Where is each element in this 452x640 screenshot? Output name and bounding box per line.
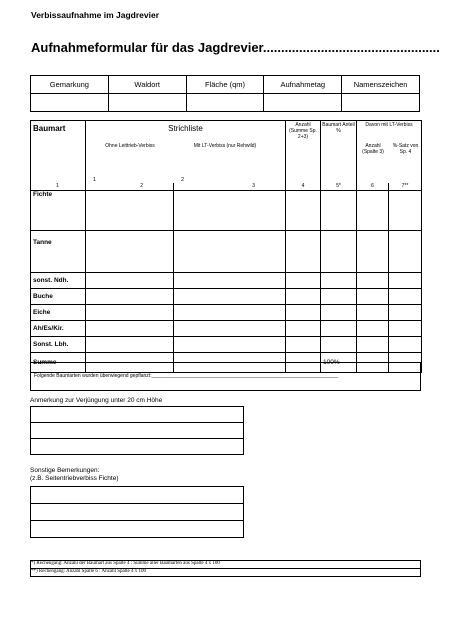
cell-input[interactable] <box>286 337 321 353</box>
num-1: 1 <box>31 183 86 191</box>
form-title: Aufnahmeformular für das Jagdrevier................................................. <box>31 40 440 55</box>
cell-input[interactable] <box>357 231 389 273</box>
header-waldort: Waldort <box>108 76 186 94</box>
cell-input[interactable] <box>357 321 389 337</box>
remarks-other-line[interactable] <box>31 504 244 521</box>
cell-input[interactable] <box>321 321 357 337</box>
row-label-tanne: Tanne <box>31 231 86 273</box>
cell-input[interactable] <box>174 305 286 321</box>
cell-input[interactable] <box>357 289 389 305</box>
row-label-sonst-ndh: sonst. Ndh. <box>31 273 86 289</box>
cell-input[interactable] <box>389 231 422 273</box>
sub-ohne-label: Ohne Leittrieb-Verbiss <box>105 143 155 149</box>
cell-input[interactable] <box>286 231 321 273</box>
field-gemarkung[interactable] <box>31 94 109 112</box>
remarks-other-line2: (z.B. Seitentriebverbiss Fichte) <box>30 475 119 482</box>
field-flaeche[interactable] <box>186 94 264 112</box>
col-number-2: 2 <box>180 177 185 183</box>
summe-percent: 100% <box>321 353 357 373</box>
col-strichliste-header <box>86 121 286 183</box>
field-waldort[interactable] <box>108 94 186 112</box>
cell-input[interactable] <box>321 305 357 321</box>
num-4: 4 <box>286 183 321 191</box>
cell-input[interactable] <box>357 191 389 231</box>
header-flaeche: Fläche (qm) <box>186 76 264 94</box>
remarks-other-line1: Sonstige Bemerkungen: <box>30 467 100 474</box>
davon-label: Davon mit LT-Verbiss <box>365 122 413 128</box>
row-label-summe: Summe <box>31 353 86 373</box>
cell-input[interactable] <box>389 191 422 231</box>
cell-input[interactable] <box>321 289 357 305</box>
col-anteil-header <box>321 121 357 183</box>
field-aufnahmetag[interactable] <box>264 94 342 112</box>
cell-input[interactable] <box>174 289 286 305</box>
cell-input[interactable] <box>286 289 321 305</box>
cell-input[interactable] <box>321 273 357 289</box>
cell-input[interactable] <box>357 273 389 289</box>
cell-input[interactable] <box>389 321 422 337</box>
col-davon-header <box>357 121 422 183</box>
cell-input[interactable] <box>174 231 286 273</box>
cell-input[interactable] <box>86 231 174 273</box>
cell-input[interactable] <box>174 273 286 289</box>
cell-input[interactable] <box>86 289 174 305</box>
cell-input[interactable] <box>286 273 321 289</box>
cell-input[interactable] <box>174 337 286 353</box>
footnote-1: *) Rechengang: Anzahl der Baumart aus Spalte 4 : Summe aller Baumarten aus Spalte 4 x 100 <box>31 561 421 569</box>
cell-input[interactable] <box>389 337 422 353</box>
num-6: 6 <box>357 183 389 191</box>
anteil-label: Baumart Anteil % <box>322 122 355 134</box>
cell-input[interactable] <box>321 231 357 273</box>
header-gemarkung: Gemarkung <box>31 76 109 94</box>
cell-input[interactable] <box>389 305 422 321</box>
strichliste-label: Strichliste <box>168 124 203 133</box>
cell-input[interactable] <box>86 191 174 231</box>
cell-input[interactable] <box>86 337 174 353</box>
num-3: 3 <box>174 183 286 191</box>
survey-table <box>30 120 422 373</box>
cell-input[interactable] <box>86 321 174 337</box>
meta-table <box>30 75 420 112</box>
remarks-young-line[interactable] <box>31 407 244 423</box>
cell-input[interactable] <box>321 337 357 353</box>
sub-mit-label: Mit LT-Verbiss (nur Rehwild) <box>193 143 257 149</box>
anzahl-label: Anzahl (Summe Sp. 2+3) <box>289 122 317 140</box>
col-number-1: 1 <box>92 177 97 183</box>
row-label-eiche: Eiche <box>31 305 86 321</box>
remarks-other-label <box>30 467 119 483</box>
remarks-other-line[interactable] <box>31 487 244 504</box>
field-namenszeichen[interactable] <box>342 94 420 112</box>
cell-input[interactable] <box>389 273 422 289</box>
num-7: 7** <box>389 183 422 191</box>
cell-input[interactable] <box>174 321 286 337</box>
form-subtitle: Verbissaufnahme im Jagdrevier <box>31 10 160 20</box>
cell-input[interactable] <box>286 191 321 231</box>
header-aufnahmetag: Aufnahmetag <box>264 76 342 94</box>
cell-input[interactable] <box>174 191 286 231</box>
planted-note: Folgende Baumarten wurden überwiegend gepflanzt:___________________________________________________________________ <box>34 373 338 379</box>
row-label-buche: Buche <box>31 289 86 305</box>
cell-input[interactable] <box>286 305 321 321</box>
footnote-2: **) Rechengang: Anzahl Spalte 6 : Anzahl Spalte 4 x 100 <box>31 569 421 577</box>
sub-satz-label: %-Satz von Sp. 4 <box>392 143 419 155</box>
cell-input[interactable] <box>357 305 389 321</box>
cell-input[interactable] <box>357 337 389 353</box>
row-label-fichte: Fichte <box>31 191 86 231</box>
remarks-young-label: Anmerkung zur Verjüngung unter 20 cm Höhe <box>30 397 163 404</box>
col-anzahl-header <box>286 121 321 183</box>
remarks-other-lines <box>30 486 244 538</box>
cell-input[interactable] <box>86 305 174 321</box>
header-namenszeichen: Namenszeichen <box>342 76 420 94</box>
row-label-sonst-lbh: Sonst. Lbh. <box>31 337 86 353</box>
cell-input[interactable] <box>86 273 174 289</box>
row-label-ah-es-kir: Ah/Es/Kir. <box>31 321 86 337</box>
baumart-label: Baumart <box>33 124 66 133</box>
remarks-young-lines <box>30 406 244 455</box>
footnotes-table <box>30 560 421 577</box>
planted-box[interactable] <box>30 362 421 391</box>
remarks-young-line[interactable] <box>31 423 244 439</box>
cell-input[interactable] <box>389 289 422 305</box>
cell-input[interactable] <box>321 191 357 231</box>
num-5: 5* <box>321 183 357 191</box>
sub-anzahl-label: Anzahl (Spalte 3) <box>362 143 384 155</box>
remarks-young-line[interactable] <box>31 439 244 455</box>
cell-input[interactable] <box>286 321 321 337</box>
remarks-other-line[interactable] <box>31 521 244 538</box>
num-2: 2 <box>86 183 174 191</box>
col-baumart-header <box>31 121 86 183</box>
